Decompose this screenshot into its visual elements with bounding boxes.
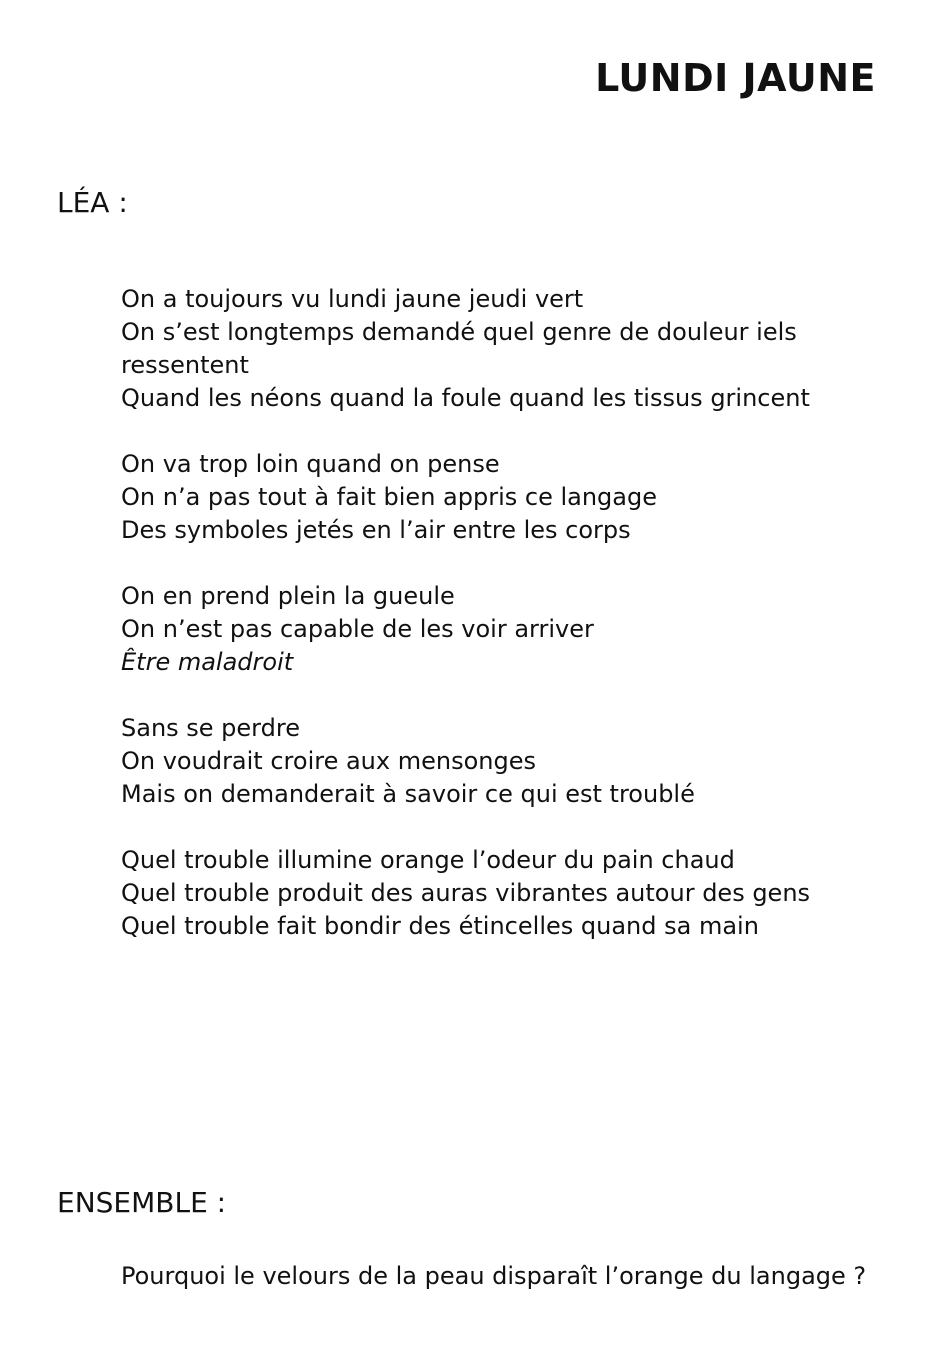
- verse-line-italic: Être maladroit: [121, 648, 294, 676]
- verse-line: Sans se perdre: [121, 714, 300, 742]
- verse-line: On s’est longtemps demandé quel genre de douleur iels ressentent: [121, 318, 797, 379]
- verse-line: Quand les néons quand la foule quand les tissus grincent: [121, 384, 810, 412]
- verse-line: Quel trouble produit des auras vibrantes autour des gens: [121, 879, 811, 907]
- stanza-2: [121, 448, 881, 547]
- verse-line: Quel trouble illumine orange l’odeur du pain chaud: [121, 846, 735, 874]
- verse-line: On a toujours vu lundi jaune jeudi vert: [121, 285, 584, 313]
- stanza-4: [121, 712, 881, 811]
- verse-line: Mais on demanderait à savoir ce qui est troublé: [121, 780, 695, 808]
- verse-line: On voudrait croire aux mensonges: [121, 747, 536, 775]
- verse-line: On en prend plein la gueule: [121, 582, 455, 610]
- stanza-1: [121, 283, 881, 415]
- verse-line: Des symboles jetés en l’air entre les corps: [121, 516, 631, 544]
- verse-line: On n’est pas capable de les voir arriver: [121, 615, 594, 643]
- stanza-3: [121, 580, 881, 679]
- ensemble-verse-line: Pourquoi le velours de la peau disparaît l’orange du langage ?: [121, 1262, 867, 1290]
- verse-line: On n’a pas tout à fait bien appris ce langage: [121, 483, 657, 511]
- verse-line: Quel trouble fait bondir des étincelles quand sa main: [121, 912, 759, 940]
- speaker-lea: LÉA :: [57, 186, 128, 219]
- page-title: LUNDI JAUNE: [595, 56, 876, 100]
- stanza-5: [121, 844, 881, 943]
- speaker-ensemble: ENSEMBLE :: [57, 1186, 227, 1219]
- verse-line: On va trop loin quand on pense: [121, 450, 500, 478]
- lea-verses: [121, 283, 881, 976]
